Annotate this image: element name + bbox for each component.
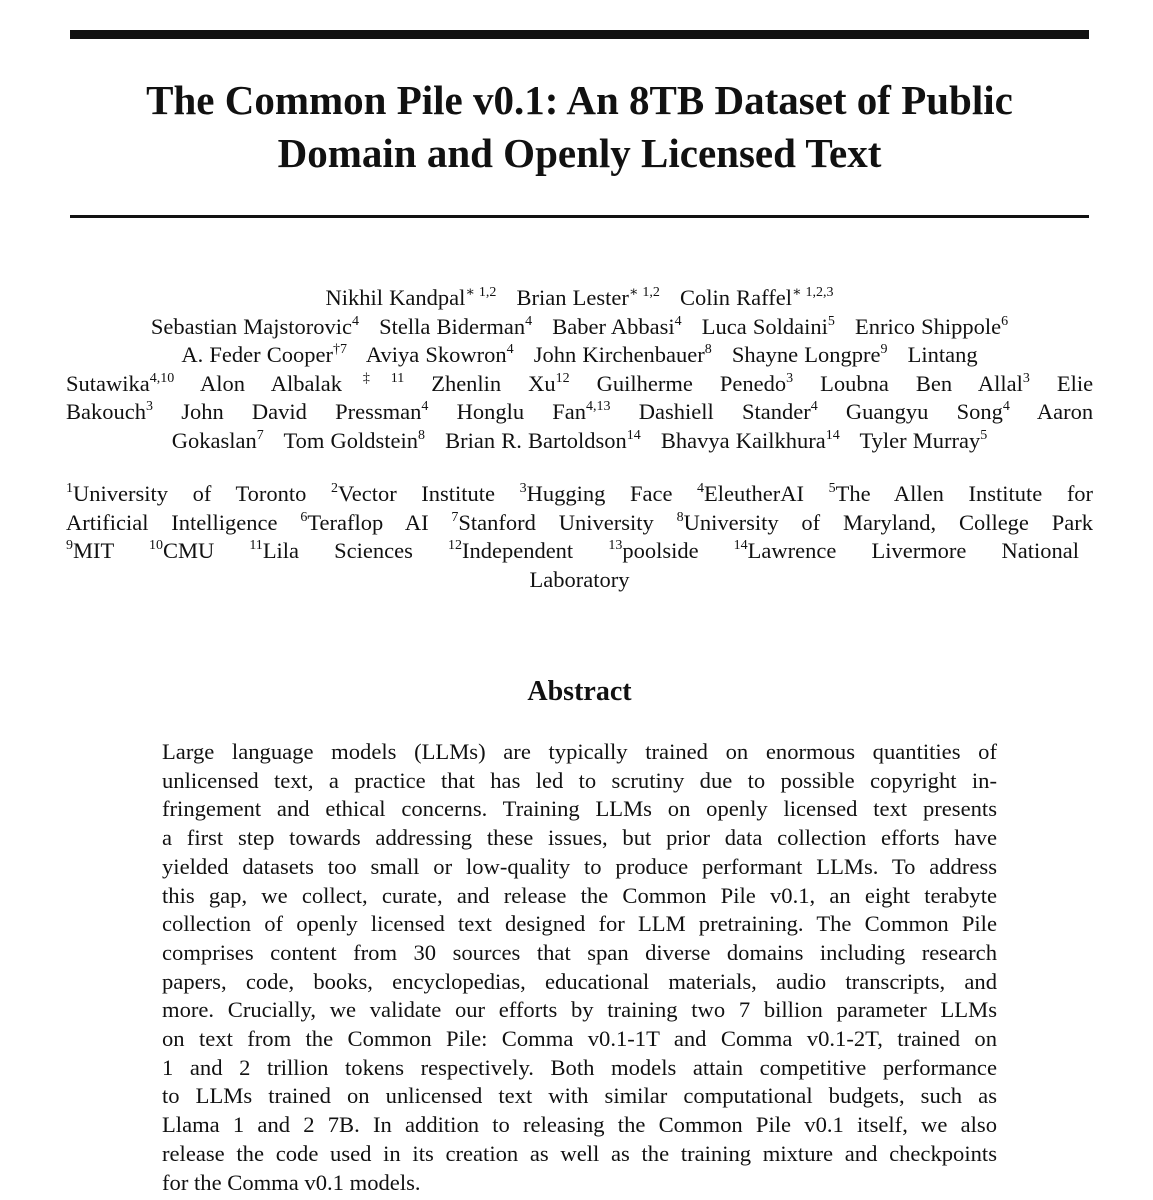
author-name: Colin Raffel bbox=[680, 285, 792, 310]
author-name: Guilherme Penedo bbox=[596, 370, 787, 396]
paper-title-line: The Common Pile v0.1: An 8TB Dataset of Public bbox=[146, 77, 1013, 123]
affiliation bbox=[677, 510, 1093, 535]
affiliation-name: poolside bbox=[622, 538, 699, 564]
affiliation-num: 14 bbox=[733, 538, 748, 554]
affiliation-name: Teraflop AI bbox=[307, 509, 429, 535]
affiliation bbox=[149, 538, 214, 563]
affiliation-name: EleutherAI bbox=[704, 481, 805, 506]
affiliation-list bbox=[66, 480, 1093, 594]
affiliation bbox=[608, 538, 698, 563]
affiliation-name: Lila Sciences bbox=[262, 538, 413, 564]
affiliation bbox=[829, 481, 1093, 506]
abstract-line: a first step towards addressing these issues, but prior data collection efforts have bbox=[162, 825, 997, 851]
affiliation bbox=[520, 481, 673, 506]
author-affil-sup: 5 bbox=[980, 427, 988, 443]
author-name: Shayne Longpre bbox=[731, 342, 881, 368]
author-affil-sup: ∗ 1,2 bbox=[465, 285, 497, 300]
author-line bbox=[66, 313, 1093, 342]
author-name: John David Pressman bbox=[181, 399, 422, 425]
abstract-line: yielded datasets too small or low-quality to produce performant LLMs. To address bbox=[162, 853, 997, 879]
author-affil-sup: 3 bbox=[1022, 370, 1030, 386]
author-name: Brian Lester bbox=[516, 285, 629, 310]
affiliation-num: 4 bbox=[697, 481, 705, 496]
author-name: Tyler Murray bbox=[859, 427, 981, 453]
abstract-line: this gap, we collect, curate, and release the Common Pile v0.1, an eight terabyte bbox=[162, 882, 997, 908]
affiliation-name-part: Lawrence Livermore National bbox=[747, 538, 1079, 564]
author-affil-sup: 4 bbox=[810, 399, 818, 415]
abstract-line: for the Comma v0.1 models. bbox=[162, 1169, 421, 1195]
affiliation-num: 1 bbox=[66, 481, 73, 496]
affiliation bbox=[451, 510, 653, 535]
affiliation bbox=[300, 510, 428, 535]
author-name: Nikhil Kandpal bbox=[325, 285, 466, 310]
affiliation-name: Stanford University bbox=[458, 509, 654, 535]
author-line bbox=[66, 427, 1093, 456]
author-name: Stella Biderman bbox=[379, 313, 526, 339]
affiliation bbox=[448, 538, 573, 563]
abstract-line: release the code used in its creation as well as the training mixture and checkpoints bbox=[162, 1140, 997, 1166]
author-affil-sup: ‡11 bbox=[341, 370, 405, 386]
affiliation-num: 6 bbox=[300, 509, 308, 525]
affiliation-line bbox=[66, 509, 1093, 538]
author-affil-sup: 8 bbox=[418, 427, 426, 443]
author-line bbox=[66, 341, 1093, 370]
abstract-line: unlicensed text, a practice that has led to scrutiny due to possible copyright in- bbox=[162, 767, 997, 793]
author-affil-sup: 7 bbox=[256, 427, 264, 443]
author-affil-sup: 4 bbox=[1002, 399, 1010, 415]
abstract-line: papers, code, books, encyclopedias, educational materials, audio transcripts, and bbox=[162, 968, 997, 994]
author-affil-sup: 9 bbox=[880, 342, 888, 358]
author-affil-sup: †7 bbox=[332, 342, 347, 358]
abstract-heading: Abstract bbox=[527, 676, 632, 707]
abstract-line: fringement and ethical concerns. Training LLMs on openly licensed text presents bbox=[162, 796, 997, 822]
affiliation-name: University of Maryland, College Park bbox=[683, 509, 1094, 535]
paper-title bbox=[70, 74, 1089, 180]
author-affil-sup: 6 bbox=[1001, 313, 1009, 329]
affiliation-num: 12 bbox=[447, 538, 462, 554]
author-name: Brian R. Bartoldson bbox=[445, 427, 627, 453]
author-affil-sup: 14 bbox=[626, 427, 641, 443]
affiliation bbox=[249, 538, 413, 563]
affiliation-num: 13 bbox=[608, 538, 623, 554]
affiliation-num: 3 bbox=[519, 481, 527, 496]
author-affil-sup: 4,10 bbox=[149, 370, 175, 386]
author-name: Luca Soldaini bbox=[701, 313, 828, 339]
author-name: Sebastian Majstorovic bbox=[150, 313, 352, 339]
affiliation bbox=[66, 481, 306, 506]
affiliation-name-part: Artificial Intelligence bbox=[66, 509, 278, 535]
affiliation bbox=[66, 538, 114, 563]
author-name: Enrico Shippole bbox=[855, 313, 1002, 339]
author-name: Dashiell Stander bbox=[638, 399, 811, 425]
author-affil-sup: 14 bbox=[825, 427, 840, 443]
author-name: Bhavya Kailkhura bbox=[660, 427, 826, 453]
author-affil-sup: 3 bbox=[145, 399, 153, 415]
author-affil-sup: ∗ 1,2,3 bbox=[791, 285, 834, 300]
author-name-part: Lintang bbox=[907, 342, 978, 368]
abstract-line: Llama 1 and 2 7B. In addition to releasing the Common Pile v0.1 itself, we also bbox=[162, 1112, 997, 1138]
abstract-line: on text from the Common Pile: Comma v0.1-1T and Comma v0.1-2T, trained on bbox=[162, 1026, 997, 1052]
author-name: Zhenlin Xu bbox=[431, 370, 556, 396]
affiliation-name: Independent bbox=[461, 538, 574, 564]
author-line bbox=[66, 370, 1093, 399]
affiliation-line bbox=[66, 480, 1093, 509]
author-affil-sup: ∗ 1,2 bbox=[628, 285, 660, 300]
author-affil-sup: 4 bbox=[525, 313, 533, 329]
affiliation-num: 5 bbox=[828, 481, 836, 496]
affiliation-line bbox=[66, 537, 1093, 566]
affiliation-num: 8 bbox=[676, 509, 684, 525]
author-affil-sup: 4 bbox=[421, 399, 429, 415]
author-name-part: Elie bbox=[1056, 370, 1094, 396]
affiliation-name: MIT bbox=[73, 538, 114, 564]
affiliation-name-part: Laboratory bbox=[529, 566, 630, 592]
abstract-line: comprises content from 30 sources that span diverse domains including research bbox=[162, 939, 997, 965]
affiliation-num: 2 bbox=[331, 481, 338, 496]
author-affil-sup: 8 bbox=[704, 342, 712, 358]
author-name: Loubna Ben Allal bbox=[820, 370, 1023, 396]
paper-title-line: Domain and Openly Licensed Text bbox=[277, 130, 882, 176]
affiliation-name-part: The Allen Institute for bbox=[835, 481, 1094, 506]
author-name-part: Sutawika bbox=[66, 370, 150, 396]
author-affil-sup: 3 bbox=[786, 370, 794, 386]
title-top-rule bbox=[70, 30, 1089, 39]
author-name: Guangyu Song bbox=[845, 399, 1003, 425]
author-affil-sup: 12 bbox=[555, 370, 570, 386]
author-name: Aviya Skowron bbox=[365, 342, 507, 368]
abstract-body bbox=[162, 738, 997, 1197]
abstract-line: collection of openly licensed text designed for LLM pretraining. The Common Pile bbox=[162, 911, 997, 937]
author-name: Alon Albalak bbox=[200, 370, 342, 396]
affiliation-line bbox=[66, 566, 1093, 595]
author-name: Baber Abbasi bbox=[552, 313, 675, 339]
abstract-line: Large language models (LLMs) are typically trained on enormous quantities of bbox=[162, 739, 997, 764]
affiliation-num: 9 bbox=[66, 538, 73, 554]
affiliation-name: Vector Institute bbox=[338, 481, 496, 506]
author-name: John Kirchenbauer bbox=[533, 342, 705, 368]
author-name: Honglu Fan bbox=[456, 399, 587, 425]
affiliation bbox=[697, 481, 804, 506]
abstract-line: to LLMs trained on unlicensed text with similar computational budgets, such as bbox=[162, 1083, 997, 1109]
abstract-line: 1 and 2 trillion tokens respectively. Both models attain competitive performance bbox=[162, 1054, 997, 1080]
affiliation-name: CMU bbox=[162, 538, 215, 564]
author-name: Tom Goldstein bbox=[283, 427, 419, 453]
author-line bbox=[66, 398, 1093, 427]
author-name: A. Feder Cooper bbox=[181, 342, 333, 368]
author-affil-sup: 4,13 bbox=[586, 399, 611, 415]
author-line bbox=[66, 284, 1093, 313]
author-name-part: Gokaslan bbox=[171, 427, 257, 453]
title-bottom-rule bbox=[70, 215, 1089, 218]
author-name-part: Bakouch bbox=[66, 399, 146, 425]
author-list bbox=[66, 284, 1093, 456]
author-affil-sup: 4 bbox=[674, 313, 682, 329]
affiliation bbox=[734, 538, 1079, 563]
affiliation-name: Hugging Face bbox=[526, 481, 673, 506]
affiliation-num: 7 bbox=[451, 509, 459, 525]
abstract-line: more. Crucially, we validate our efforts by training two 7 billion parameter LLMs bbox=[162, 997, 997, 1023]
author-name-part: Aaron bbox=[1036, 399, 1094, 425]
author-affil-sup: 4 bbox=[351, 313, 359, 329]
affiliation-num: 11 bbox=[249, 538, 263, 554]
author-affil-sup: 5 bbox=[827, 313, 835, 329]
author-affil-sup: 4 bbox=[506, 342, 514, 358]
affiliation bbox=[331, 481, 495, 506]
affiliation-name: University of Toronto bbox=[73, 481, 307, 506]
affiliation-num: 10 bbox=[148, 538, 163, 554]
